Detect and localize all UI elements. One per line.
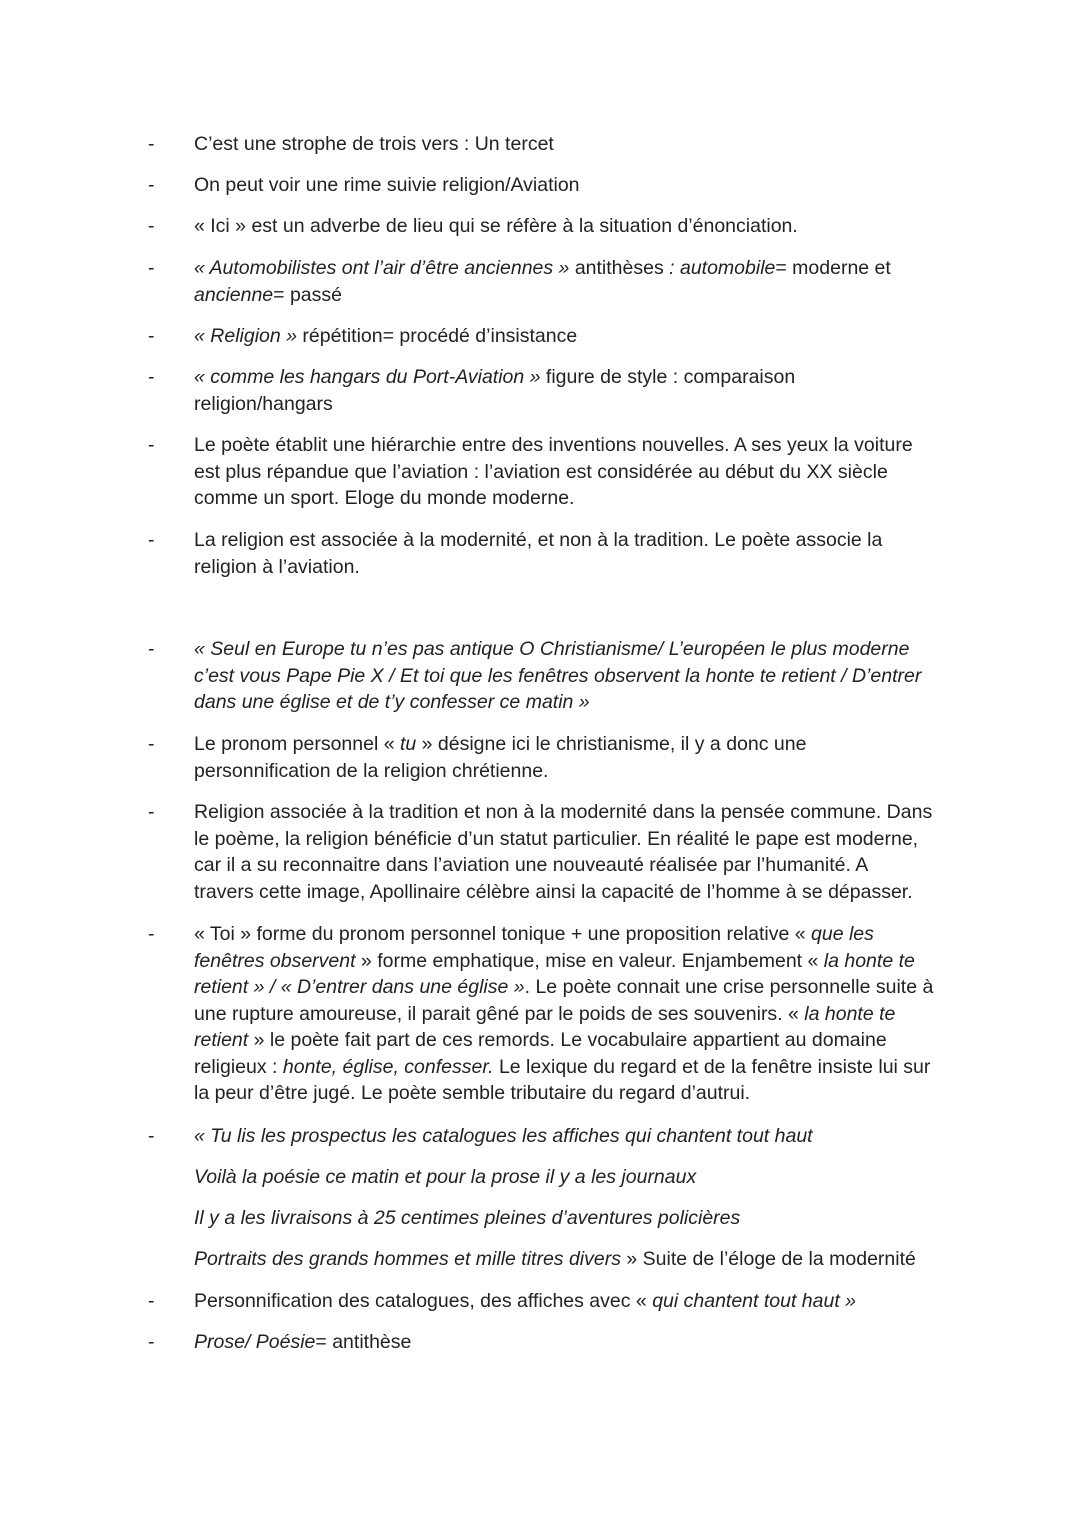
text-line	[194, 1001, 964, 1028]
bullet-text	[194, 172, 964, 199]
text-line	[194, 1246, 964, 1273]
italic-segment: : automobile	[669, 257, 776, 279]
text-segment: religieux :	[194, 1055, 283, 1078]
bullet-dash: -	[148, 1290, 155, 1312]
italic-segment: tu	[399, 733, 417, 755]
italic-segment: Il y a les livraisons à 25 centimes pleines d’aventures policières	[194, 1207, 741, 1229]
bullet-text	[194, 1329, 964, 1356]
bullet-text	[194, 213, 964, 240]
text-line	[194, 255, 964, 282]
text-segment: figure de style : comparaison	[540, 366, 796, 388]
text-segment: antithèses	[569, 257, 670, 279]
text-line	[194, 663, 964, 690]
text-segment: » forme emphatique, mise en valeur. Enjambement «	[355, 949, 824, 972]
text-segment: « Ici » est un adverbe de lieu qui se réfère à la situation d’énonciation.	[194, 215, 798, 237]
bullet-dash: -	[148, 257, 155, 279]
text-segment: une rupture amoureuse, il parait gêné par le poids de ses souvenirs. «	[194, 1002, 805, 1025]
text-segment: « Toi » forme du pronom personnel tonique + une proposition relative «	[194, 923, 811, 945]
text-line	[194, 1054, 964, 1081]
bullet-dash: -	[148, 529, 155, 551]
text-segment: On peut voir une rime suivie religion/Aviation	[194, 174, 580, 196]
italic-segment: retient » / « D’entrer dans une église »	[194, 976, 525, 998]
text-line	[194, 1329, 964, 1356]
text-segment: religion à l’aviation.	[194, 555, 360, 578]
bullet-text	[194, 131, 964, 158]
bullet-dash: -	[148, 1331, 155, 1353]
text-line	[194, 636, 964, 663]
text-line	[194, 1205, 964, 1232]
text-segment: Personnification des catalogues, des affiches avec «	[194, 1290, 653, 1312]
italic-segment: « comme les hangars du Port-Aviation »	[194, 366, 541, 388]
text-segment: Le lexique du regard et de la fenêtre insiste lui sur	[493, 1055, 931, 1078]
italic-segment: que les	[811, 923, 874, 945]
text-line	[194, 364, 964, 391]
text-line	[194, 131, 964, 158]
bullet-text	[194, 1205, 964, 1232]
text-segment: répétition= procédé d’insistance	[296, 325, 578, 347]
bullet-dash: -	[148, 801, 155, 823]
bullet-text	[194, 921, 964, 1107]
bullet-dash: -	[148, 733, 155, 755]
bullet-text	[194, 323, 964, 350]
bullet-text	[194, 1164, 964, 1191]
text-line	[194, 323, 964, 350]
text-line	[194, 172, 964, 199]
bullet-text	[194, 527, 964, 580]
bullet-text	[194, 364, 964, 417]
italic-segment: Prose/ Poésie	[194, 1331, 316, 1353]
text-line	[194, 921, 964, 948]
text-segment: Religion associée à la tradition et non à la modernité dans la pensée commune. Dans	[194, 801, 933, 823]
bullet-dash: -	[148, 1125, 155, 1147]
bullet-text	[194, 1288, 964, 1315]
bullet-text	[194, 1123, 964, 1150]
text-line	[194, 948, 964, 975]
text-segment: Le poète établit une hiérarchie entre des inventions nouvelles. A ses yeux la voiture	[194, 434, 913, 456]
italic-segment: qui chantent tout haut »	[652, 1290, 857, 1312]
text-line	[194, 282, 964, 309]
italic-segment: ancienne	[194, 283, 274, 306]
text-segment: . Le poète connait une crise personnelle suite à	[524, 976, 934, 998]
text-line	[194, 432, 964, 459]
bullet-text	[194, 1246, 964, 1273]
text-segment: » Suite de l’éloge de la modernité	[620, 1248, 916, 1270]
text-line	[194, 459, 964, 486]
bullet-text	[194, 731, 964, 784]
bullet-text	[194, 636, 964, 716]
bullet-dash: -	[148, 434, 155, 456]
text-line	[194, 554, 964, 581]
text-segment: est plus répandue que l’aviation : l’aviation est considérée au début du XX siècle	[194, 460, 888, 483]
text-line	[194, 1164, 964, 1191]
text-segment: C’est une strophe de trois vers : Un tercet	[194, 133, 554, 155]
italic-segment: dans une église et de t’y confesser ce matin »	[194, 691, 590, 713]
bullet-text	[194, 799, 964, 905]
italic-segment: « Automobilistes ont l’air d’être anciennes »	[194, 257, 570, 279]
italic-segment: la honte te	[804, 1002, 896, 1025]
italic-segment: « Tu lis les prospectus les catalogues les affiches qui chantent tout haut	[194, 1125, 813, 1147]
bullet-text	[194, 255, 964, 308]
text-segment: personnification de la religion chrétienne.	[194, 759, 549, 782]
text-line	[194, 689, 964, 716]
text-segment: = passé	[273, 283, 342, 306]
text-segment: La religion est associée à la modernité, et non à la tradition. Le poète associe la	[194, 529, 883, 551]
italic-segment: la honte te	[823, 949, 915, 972]
text-segment: Le pronom personnel «	[194, 733, 400, 755]
bullet-dash: -	[148, 325, 155, 347]
text-segment: » le poète fait part de ces remords. Le vocabulaire appartient au domaine	[248, 1029, 887, 1051]
text-segment: la peur d’être jugé. Le poète semble tributaire du regard d’autrui.	[194, 1082, 751, 1104]
bullet-dash: -	[148, 923, 155, 945]
bullet-dash: -	[148, 215, 155, 237]
bullet-text	[194, 432, 964, 512]
text-segment: = antithèse	[315, 1331, 412, 1353]
italic-segment: honte, église, confesser.	[282, 1055, 494, 1078]
italic-segment: « Religion »	[194, 325, 297, 347]
text-segment: comme un sport. Eloge du monde moderne.	[194, 487, 575, 509]
bullet-dash: -	[148, 133, 155, 155]
italic-segment: Portraits des grands hommes et mille titres divers	[194, 1248, 621, 1270]
italic-segment: c’est vous Pape Pie X / Et toi que les fenêtres observent la honte te retient / D’entrer	[194, 664, 922, 687]
bullet-dash: -	[148, 174, 155, 196]
italic-segment: « Seul en Europe tu n’es pas antique O Christianisme/ L’européen le plus moderne	[194, 638, 910, 660]
text-line	[194, 731, 964, 758]
text-line	[194, 213, 964, 240]
text-line	[194, 758, 964, 785]
text-line	[194, 485, 964, 512]
text-line	[194, 826, 964, 853]
text-line	[194, 974, 964, 1001]
text-line	[194, 852, 964, 879]
text-line	[194, 1123, 964, 1150]
italic-segment: retient	[194, 1029, 249, 1051]
italic-segment: Voilà la poésie ce matin et pour la prose il y a les journaux	[194, 1166, 697, 1188]
text-line	[194, 1027, 964, 1054]
text-line	[194, 1080, 964, 1107]
text-segment: le poème, la religion bénéficie d’un statut particulier. En réalité le pape est moderne,	[194, 827, 919, 850]
text-segment: travers cette image, Apollinaire célèbre ainsi la capacité de l’homme à se dépasser.	[194, 880, 913, 903]
text-line	[194, 1288, 964, 1315]
text-segment: car il a su reconnaitre dans l’aviation une nouveauté réalisée par l’humanité. A	[194, 854, 869, 876]
bullet-dash: -	[148, 366, 155, 388]
text-line	[194, 527, 964, 554]
text-segment: = moderne et	[775, 257, 891, 279]
bullet-dash: -	[148, 638, 155, 660]
text-line	[194, 799, 964, 826]
text-line	[194, 391, 964, 418]
text-segment: » désigne ici le christianisme, il y a donc une	[416, 733, 807, 755]
italic-segment: fenêtres observent	[194, 949, 356, 972]
text-segment: religion/hangars	[194, 392, 333, 415]
text-line	[194, 879, 964, 906]
